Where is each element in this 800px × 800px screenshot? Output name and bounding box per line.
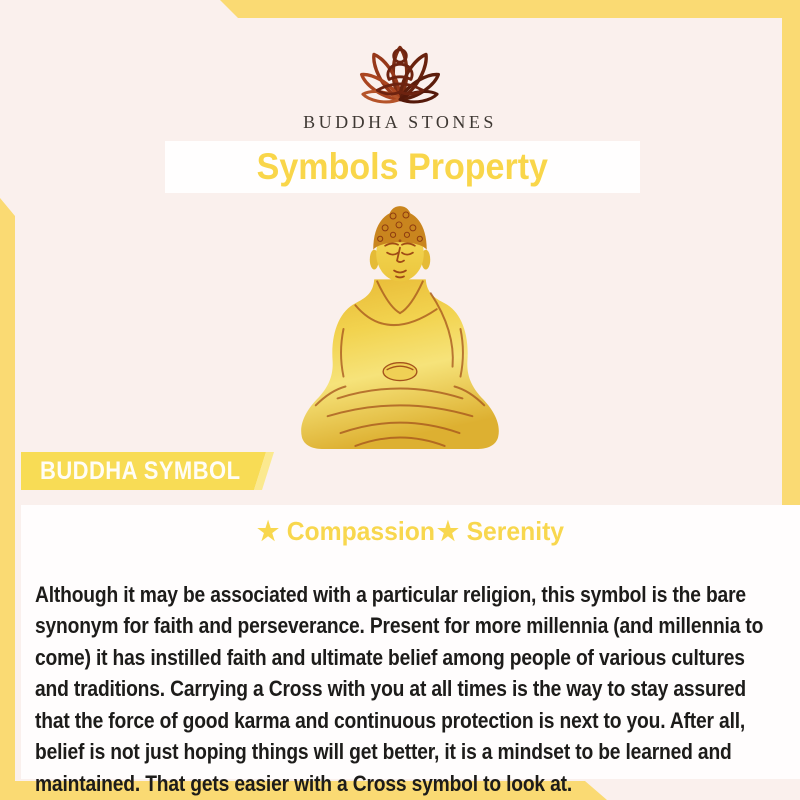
buddha-head <box>370 206 430 281</box>
star-icon: ★ <box>436 516 459 546</box>
badge-ribbon <box>21 452 275 490</box>
lotus-meditation-logo-icon <box>315 24 485 112</box>
page-title: Symbols Property <box>256 146 549 187</box>
title-band <box>165 141 640 193</box>
buddha-illustration <box>286 202 514 455</box>
trait-serenity: Serenity <box>466 516 565 546</box>
description-paragraph: Although it may be associated with a particular religion, this symbol is the bare synonym for faith and perseverance. Present for more millennia (and millennia to come) it has instilled faith and ultimate belief among people of various cultures and traditions. Carrying a Cross with you at all times is the way to stay assured that the force of good karma and continuous protection is next to you. After all, belief is not just hoping things will get better, it is a mindset to be learned and maintained. That gets easier with a Cross symbol to look at. <box>35 581 764 797</box>
content-box <box>21 505 800 797</box>
badge-label: BUDDHA SYMBOL <box>40 457 241 485</box>
star-icon: ★ <box>256 516 280 546</box>
traits-line <box>40 505 780 547</box>
trait-compassion: Compassion <box>286 516 435 546</box>
buddha-hands <box>383 363 417 381</box>
brand-name: BUDDHA STONES <box>303 112 497 132</box>
